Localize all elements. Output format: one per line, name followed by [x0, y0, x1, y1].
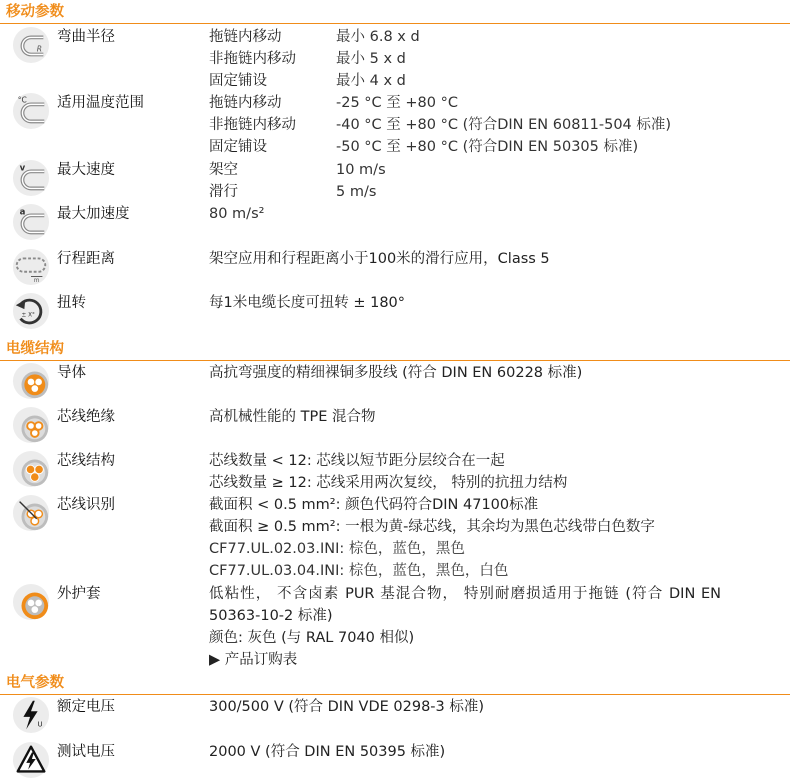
- torsion-value: 每1米电缆长度可扭转 ± 180°: [209, 295, 406, 311]
- jacket-line: 低粘性， 不含卤素 PUR 基混合物， 特别耐磨损适用于拖链 (符合 DIN EN: [209, 586, 721, 602]
- label-outer-jacket: 外护套: [57, 586, 101, 602]
- section-title: 电气参数: [6, 675, 64, 691]
- test-voltage-value: 2000 V (符合 DIN EN 50395 标准): [209, 744, 446, 760]
- bend-key: 非拖链内移动: [209, 51, 296, 67]
- bend-value: 最小 4 x d: [336, 73, 406, 89]
- label-core-insulation: 芯线绝缘: [57, 409, 115, 425]
- bend-key: 固定铺设: [209, 73, 267, 89]
- core-insulation-icon: [12, 406, 50, 444]
- temp-value: -40 °C 至 +80 °C (符合DIN EN 60811-504 标准): [336, 117, 672, 133]
- high-voltage-icon: [12, 696, 50, 734]
- section-header-construction: [0, 339, 790, 361]
- acceleration-icon: [12, 203, 50, 241]
- bend-value: 最小 5 x d: [336, 51, 406, 67]
- speed-value: 5 m/s: [336, 184, 377, 200]
- temp-value: -50 °C 至 +80 °C (符合DIN EN 50305 标准): [336, 139, 639, 155]
- temperature-range-icon: [12, 92, 50, 130]
- structure-line: 芯线数量 ≥ 12: 芯线采用两次复绞， 特别的抗扭力结构: [209, 475, 568, 491]
- travel-distance-icon: [12, 248, 50, 286]
- bending-radius-icon: [12, 26, 50, 64]
- accel-value: 80 m/s²: [209, 206, 265, 222]
- svg-text:v: v: [19, 163, 26, 174]
- voltage-value: 300/500 V (符合 DIN VDE 0298-3 标准): [209, 699, 485, 715]
- label-core-structure: 芯线结构: [57, 453, 115, 469]
- svg-text:R: R: [36, 44, 42, 54]
- temp-value: -25 °C 至 +80 °C: [336, 95, 458, 111]
- label-test-voltage: 测试电压: [57, 744, 115, 760]
- bend-value: 最小 6.8 x d: [336, 29, 420, 45]
- temp-key: 固定铺设: [209, 139, 267, 155]
- label-nominal-voltage: 额定电压: [57, 699, 115, 715]
- speed-key: 架空: [209, 162, 238, 178]
- label-conductor: 导体: [57, 365, 86, 381]
- label-core-identification: 芯线识别: [57, 497, 115, 513]
- insulation-value: 高机械性能的 TPE 混合物: [209, 409, 376, 425]
- core-structure-icon: [12, 450, 50, 488]
- core-identification-icon: [12, 494, 50, 532]
- svg-text:a: a: [19, 207, 26, 218]
- label-travel-distance: 行程距离: [57, 251, 115, 267]
- temp-key: 非拖链内移动: [209, 117, 296, 133]
- label-acceleration: 最大加速度: [57, 206, 130, 222]
- label-torsion: 扭转: [57, 295, 86, 311]
- identification-line: 截面积 < 0.5 mm²: 颜色代码符合DIN 47100标准: [209, 497, 539, 513]
- outer-jacket-icon: [12, 583, 50, 621]
- svg-text:U: U: [37, 720, 43, 729]
- conductor-value: 高抗弯强度的精细裸铜多股线 (符合 DIN EN 60228 标准): [209, 365, 583, 381]
- svg-text:°C: °C: [17, 95, 27, 105]
- product-order-link[interactable]: ▶ 产品订购表: [209, 652, 298, 668]
- speed-value: 10 m/s: [336, 162, 386, 178]
- section-header-mechanical: [0, 2, 790, 24]
- label-speed: 最大速度: [57, 162, 115, 178]
- bend-key: 拖链内移动: [209, 29, 282, 45]
- section-title: 电缆结构: [6, 341, 64, 357]
- temp-key: 拖链内移动: [209, 95, 282, 111]
- conductor-icon: [12, 362, 50, 400]
- svg-text:± X°: ± X°: [21, 312, 35, 319]
- torsion-icon: [12, 292, 50, 330]
- identification-line: 截面积 ≥ 0.5 mm²: 一根为黄-绿芯线，其余均为黑色芯线带白色数字: [209, 519, 655, 535]
- svg-text:m: m: [33, 278, 40, 285]
- velocity-icon: [12, 159, 50, 197]
- label-temperature: 适用温度范围: [57, 95, 144, 111]
- section-header-electrical: [0, 673, 790, 695]
- warning-voltage-icon: [12, 741, 50, 779]
- section-title: 移动参数: [6, 4, 64, 20]
- structure-line: 芯线数量 < 12: 芯线以短节距分层绞合在一起: [209, 453, 505, 469]
- jacket-color-line: 颜色: 灰色 (与 RAL 7040 相似): [209, 630, 415, 646]
- label-bending-radius: 弯曲半径: [57, 29, 115, 45]
- jacket-line: 50363-10-2 标准): [209, 608, 333, 624]
- travel-value: 架空应用和行程距离小于100米的滑行应用，Class 5: [209, 251, 550, 267]
- identification-line: CF77.UL.02.03.INI: 棕色，蓝色，黑色: [209, 541, 465, 557]
- speed-key: 滑行: [209, 184, 238, 200]
- identification-line: CF77.UL.03.04.INI: 棕色，蓝色，黑色，白色: [209, 563, 509, 579]
